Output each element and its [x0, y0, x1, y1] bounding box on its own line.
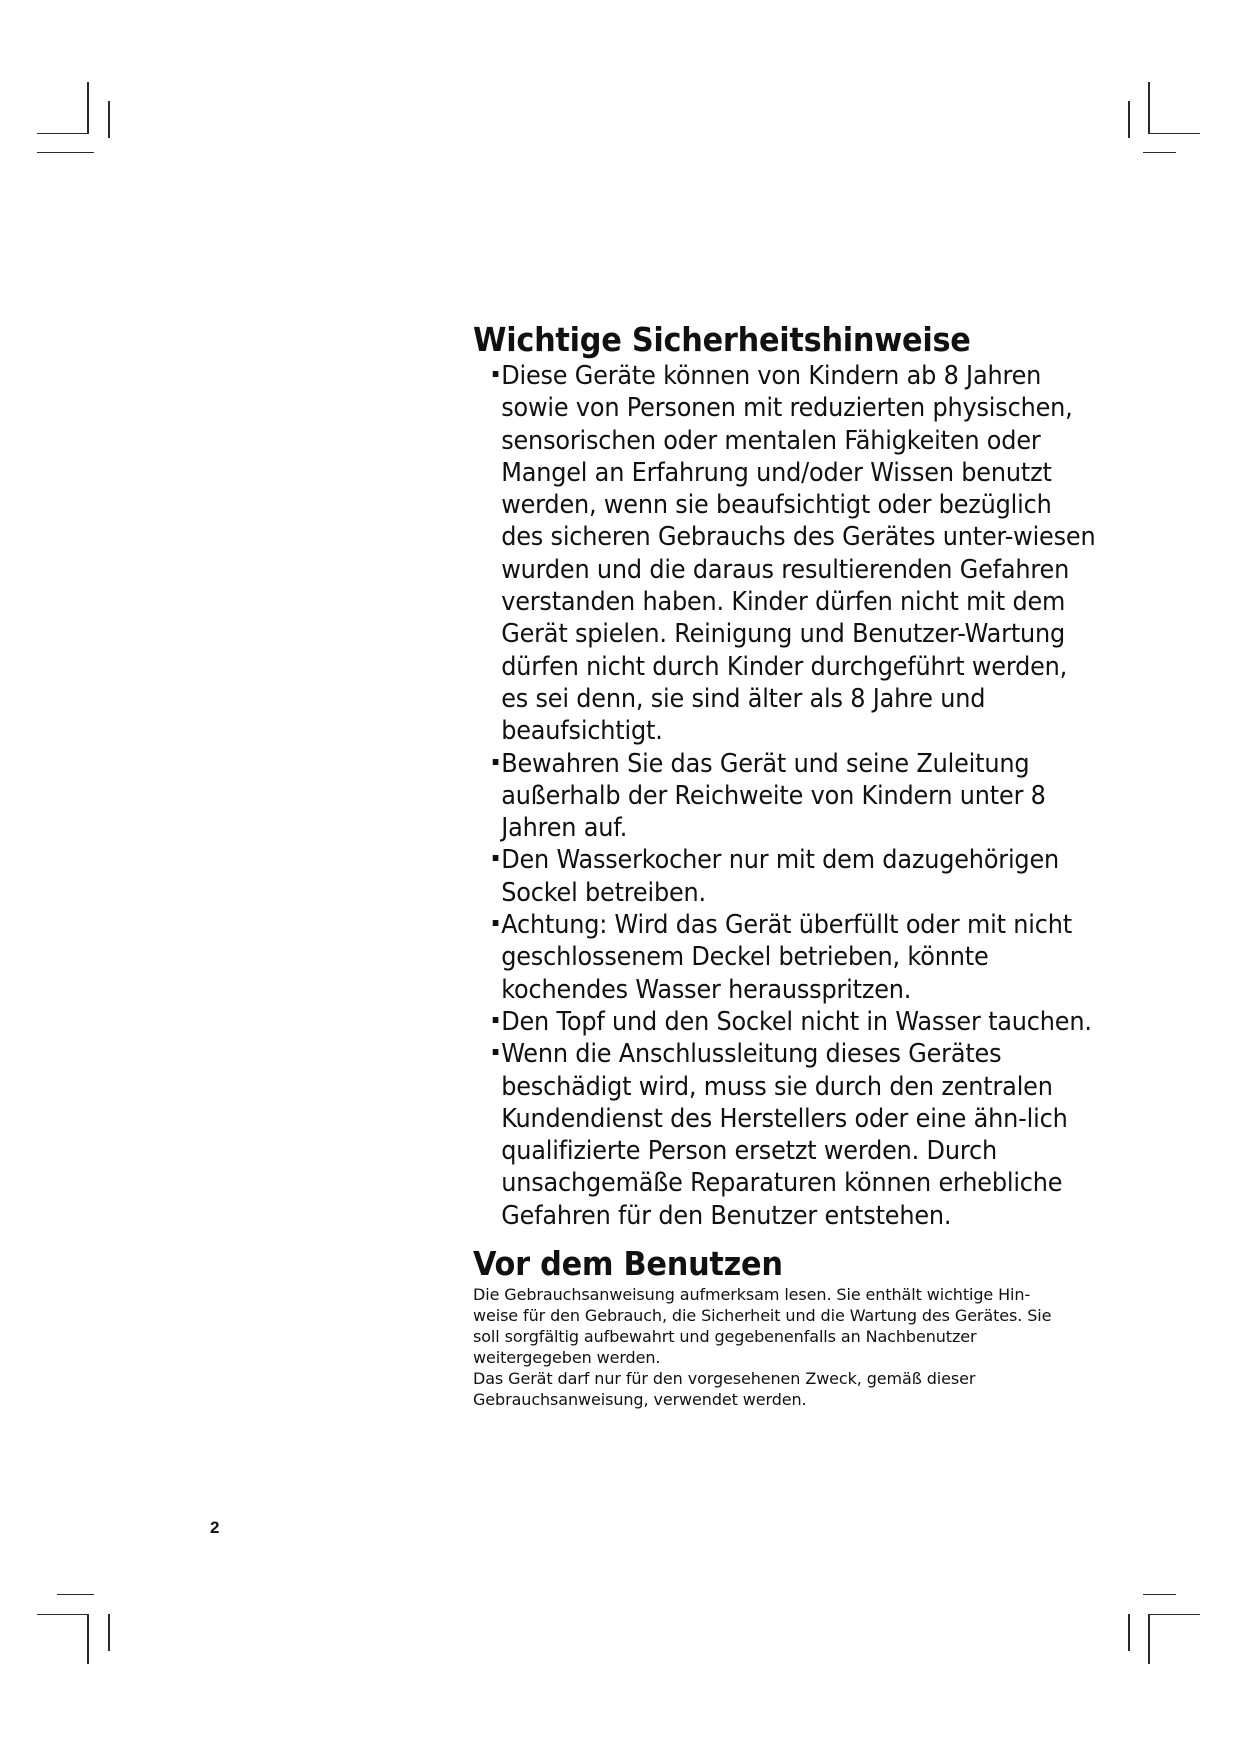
paragraph: Die Gebrauchsanweisung aufmerksam lesen. Sie enthält wichtige Hin-weise für den Gebrauch, die Sicherheit und die Wartung des Gerätes. Sie soll sorgfältig aufbewahrt und gegebenenfalls an Nachbenutzer weitergegeben werden.	[473, 1285, 1052, 1368]
paragraph: Das Gerät darf nur für den vorgesehenen Zweck, gemäß dieser Gebrauchsanweisung, verwendet werden.	[473, 1369, 976, 1410]
safety-item: Wenn die Anschlussleitung dieses Gerätes beschädigt wird, muss sie durch den zentralen Kundendienst des Herstellers oder eine ähn-lich qualifizierte Person ersetzt werden. Durch unsachgemäße Reparaturen können erhebliche Gefahren für den Benutzer entstehen.	[473, 1038, 1099, 1232]
crop-mark	[87, 82, 89, 134]
safety-item: Den Wasserkocher nur mit dem dazugehörigen Sockel betreiben.	[473, 844, 1099, 909]
crop-mark	[108, 101, 110, 138]
bullet-icon	[493, 920, 499, 926]
crop-mark	[1148, 1614, 1200, 1615]
bullet-icon	[493, 1049, 499, 1055]
before-use-text	[473, 1284, 1073, 1410]
safety-heading: Wichtige Sicherheitshinweise	[473, 320, 971, 359]
page-number: 2	[210, 1518, 220, 1537]
bullet-icon	[493, 371, 499, 377]
safety-list	[473, 360, 1096, 1232]
bullet-icon	[493, 759, 499, 765]
crop-mark	[1128, 101, 1130, 138]
crop-mark	[108, 1614, 110, 1651]
safety-item: Diese Geräte können von Kindern ab 8 Jahren sowie von Personen mit reduzierten physischen, sensorischen oder mentalen Fähigkeiten oder Mangel an Erfahrung und/oder Wissen benutzt werden, wenn sie beaufsichtigt oder bezüglich des sicheren Gebrauchs des Gerätes unter-wiesen wurden und die daraus resultierenden Gefahren verstanden haben. Kinder dürfen nicht mit dem Gerät spielen. Reinigung und Benutzer-Wartung dürfen nicht durch Kinder durchgeführt werden, es sei denn, sie sind älter als 8 Jahre und beaufsichtigt.	[473, 360, 1099, 748]
crop-mark	[37, 152, 94, 153]
safety-item: Den Topf und den Sockel nicht in Wasser tauchen.	[473, 1006, 1099, 1038]
page-content	[473, 320, 1096, 1410]
crop-mark	[87, 1614, 89, 1664]
crop-mark	[1148, 82, 1150, 134]
bullet-icon	[493, 1017, 499, 1023]
crop-mark	[1143, 152, 1176, 153]
before-use-heading: Vor dem Benutzen	[473, 1244, 783, 1284]
bullet-icon	[493, 855, 499, 861]
crop-mark	[1128, 1614, 1130, 1651]
crop-mark	[57, 1594, 94, 1595]
safety-item: Achtung: Wird das Gerät überfüllt oder mit nicht geschlossenem Deckel betrieben, könnte kochendes Wasser herausspritzen.	[473, 909, 1099, 1006]
crop-mark	[1143, 1594, 1176, 1595]
crop-mark	[1148, 1614, 1150, 1664]
safety-item: Bewahren Sie das Gerät und seine Zuleitung außerhalb der Reichweite von Kindern unter 8 Jahren auf.	[473, 748, 1099, 845]
crop-mark	[1148, 133, 1200, 134]
crop-mark	[37, 133, 89, 134]
crop-mark	[37, 1614, 89, 1615]
